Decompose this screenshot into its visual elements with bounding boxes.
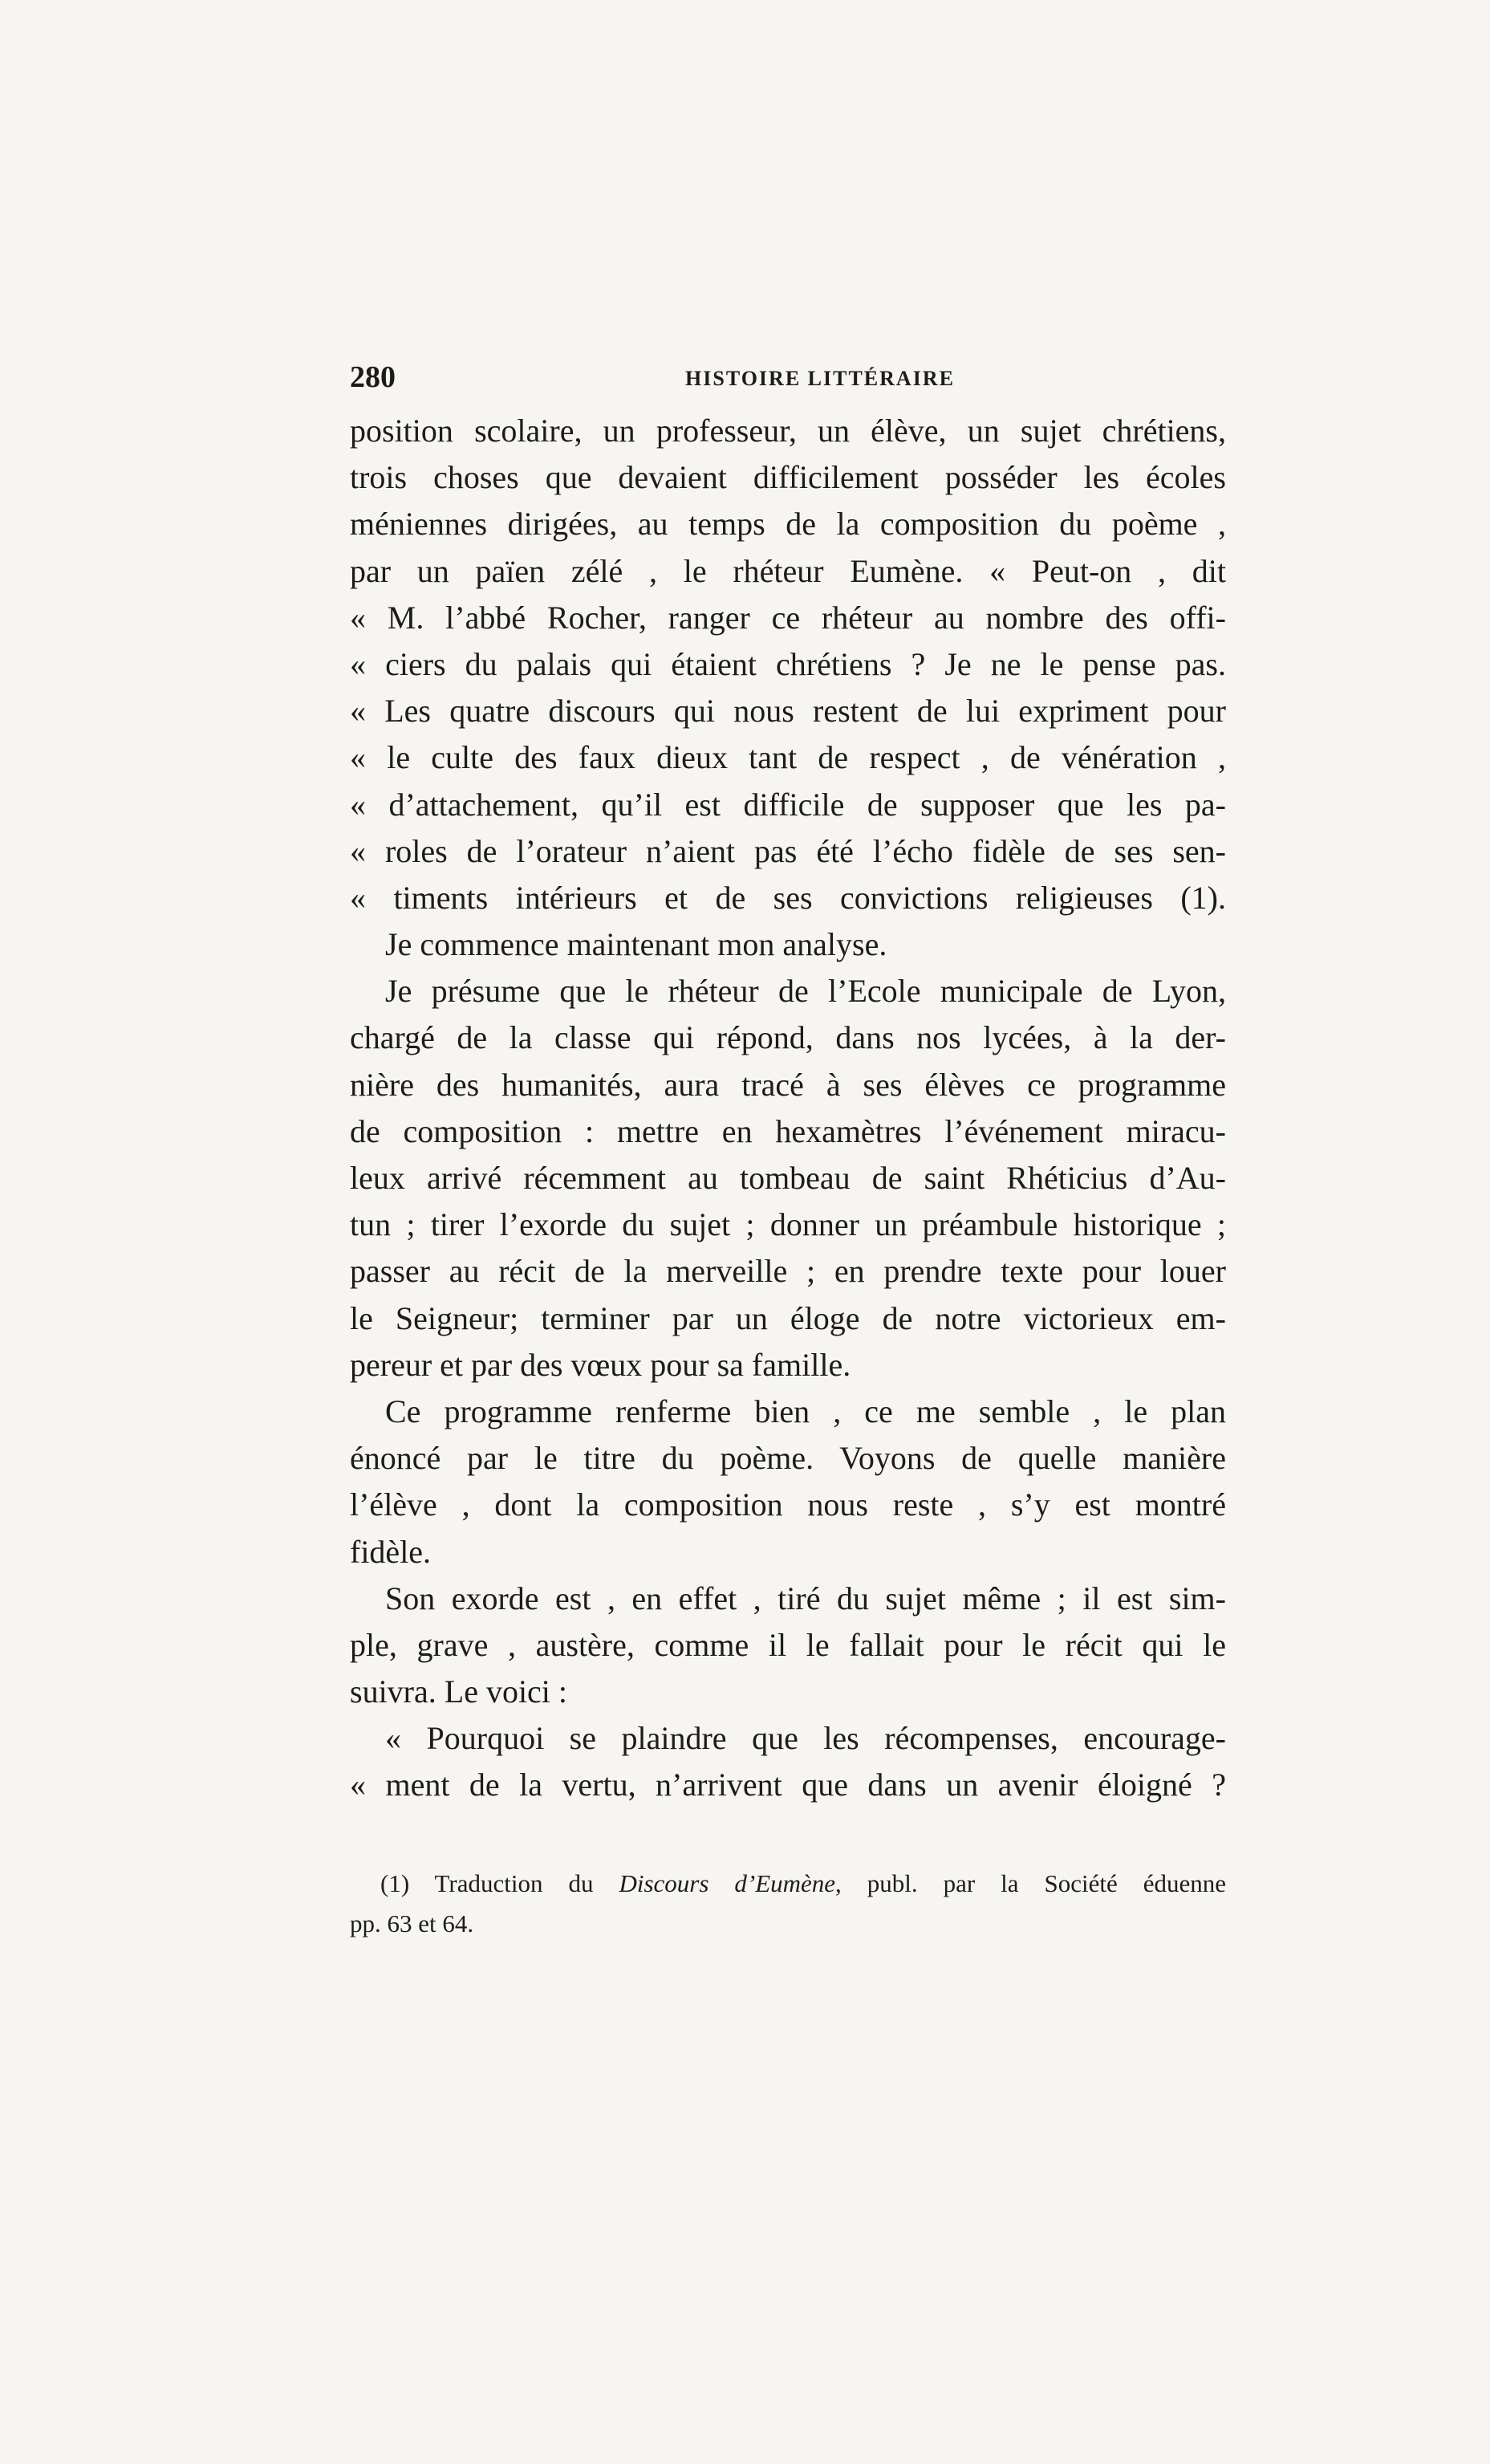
footnote-marker: (1) Traduction du [380, 1869, 594, 1897]
text-line: tun ; tirer l’exorde du sujet ; donner un préambule historique ; [350, 1206, 1226, 1243]
text-line: « le culte des faux dieux tant de respect , de vénération , [350, 739, 1226, 776]
text-line: « Pourquoi se plaindre que les récompenses, encourage- [385, 1720, 1226, 1757]
text-line: Son exorde est , en effet , tiré du sujet même ; il est sim- [385, 1580, 1226, 1616]
text-line: nière des humanités, aura tracé à ses élèves ce programme [350, 1066, 1226, 1103]
text-line: « roles de l’orateur n’aient pas été l’écho fidèle de ses sen- [350, 832, 1226, 869]
text-line: le Seigneur; terminer par un éloge de notre victorieux em- [350, 1299, 1226, 1336]
page-header [350, 360, 1226, 395]
footnote-line [350, 1864, 1226, 1904]
text-line: suivra. Le voici : [350, 1673, 568, 1710]
text-line: l’élève , dont la composition nous reste , s’y est montré [350, 1486, 1226, 1523]
text-line: énoncé par le titre du poème. Voyons de quelle manière [350, 1440, 1226, 1477]
text-line: par un païen zélé , le rhéteur Eumène. « Peut-on , dit [350, 552, 1226, 589]
text-line: de composition : mettre en hexamètres l’événement miracu- [350, 1112, 1226, 1149]
text-line: leux arrivé récemment au tombeau de saint Rhéticius d’Au- [350, 1160, 1226, 1196]
text-line: fidèle. [350, 1533, 432, 1570]
text-line: « Les quatre discours qui nous restent de lui expriment pour [350, 693, 1226, 730]
text-line: passer au récit de la merveille ; en prendre texte pour louer [350, 1253, 1226, 1290]
text-line: « timents intérieurs et de ses convictions religieuses (1). [350, 879, 1226, 916]
text-line: « ment de la vertu, n’arrivent que dans un avenir éloigné ? [350, 1767, 1226, 1803]
footnote-line: pp. 63 et 64. [350, 1909, 474, 1937]
text-line: Je présume que le rhéteur de l’Ecole municipale de Lyon, [385, 973, 1226, 1010]
text-line: chargé de la classe qui répond, dans nos lycées, à la der- [350, 1019, 1226, 1056]
text-line: méniennes dirigées, au temps de la composition du poème , [350, 506, 1226, 543]
text-line: trois choses que devaient difficilement posséder les écoles [350, 459, 1226, 496]
running-title: HISTOIRE LITTÉRAIRE [685, 367, 955, 390]
body-text [350, 408, 1226, 1809]
text-line: Je commence maintenant mon analyse. [385, 926, 887, 963]
text-line: position scolaire, un professeur, un élève, un sujet chrétiens, [350, 413, 1226, 449]
footnote-work-title: Discours d’Eumène [619, 1869, 836, 1897]
text-line: « d’attachement, qu’il est difficile de supposer que les pa- [350, 786, 1226, 823]
text-line: « ciers du palais qui étaient chrétiens ? Je ne le pense pas. [350, 645, 1226, 682]
footnote-rest: , publ. par la Société éduenne [835, 1869, 1226, 1897]
text-line: pereur et par des vœux pour sa famille. [350, 1346, 851, 1383]
footnotes [350, 1864, 1226, 1944]
text-line: « M. l’abbé Rocher, ranger ce rhéteur au nombre des offi- [350, 599, 1226, 636]
text-line: ple, grave , austère, comme il le fallait pour le récit qui le [350, 1626, 1226, 1663]
page-number: 280 [350, 360, 396, 394]
text-line: Ce programme renferme bien , ce me semble , le plan [385, 1393, 1226, 1429]
